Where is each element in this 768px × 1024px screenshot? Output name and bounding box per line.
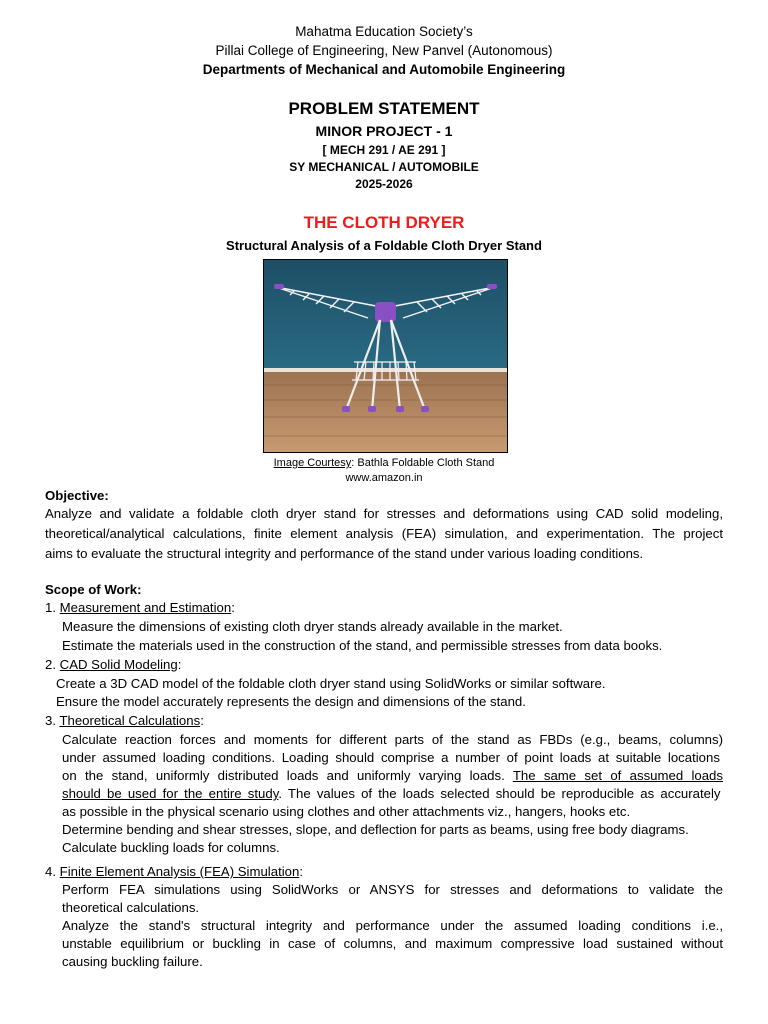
scope-item-2-line: Create a 3D CAD model of the foldable cloth dryer stand using SolidWorks or similar software. [56, 676, 606, 691]
caption-text: : Bathla Foldable Cloth Stand [351, 457, 495, 469]
image-caption [0, 457, 768, 469]
scope-item-3-line: Determine bending and shear stresses, slope, and deflection for parts as beams, using free body diagrams. [62, 822, 689, 837]
scope-item-3-line: Calculate reaction forces and moments for different parts of the stand as FBDs (e.g., beams, columns) [62, 732, 723, 747]
academic-year: 2025-2026 [355, 177, 413, 191]
caption-source: www.amazon.in [345, 472, 423, 484]
scope-item-4-line: theoretical calculations. [62, 900, 200, 915]
scope-item-3-line: Calculate buckling loads for columns. [62, 840, 280, 855]
scope-item-3-body [62, 732, 723, 855]
scope-item-3-line: should be used for the entire study. The values of the loads selected should be reproducible as accurately [62, 786, 721, 801]
department-name: Departments of Mechanical and Automobile Engineering [202, 62, 566, 77]
scope-item-2-title: 2. CAD Solid Modeling: [45, 657, 182, 672]
scope-item-2-line: Ensure the model accurately represents the design and dimensions of the stand. [56, 694, 526, 709]
scope-item-4-line: causing buckling failure. [62, 954, 203, 969]
scope-item-3-title: 3. Theoretical Calculations: [45, 713, 204, 728]
college-name: Pillai College of Engineering, New Panvel (Autonomous) [215, 43, 553, 58]
scope-item-3-line: under assumed loading conditions. Loading should comprise a number of point loads at suitable locations [62, 750, 720, 765]
problem-heading: PROBLEM STATEMENT [288, 99, 480, 118]
class-name: SY MECHANICAL / AUTOMOBILE [289, 160, 479, 174]
topic-title: THE CLOTH DRYER [303, 213, 465, 232]
caption-label: Image Courtesy [273, 457, 352, 469]
scope-item-1-title: 1. Measurement and Estimation: [45, 600, 235, 615]
topic-subtitle: Structural Analysis of a Foldable Cloth Dryer Stand [226, 238, 542, 253]
scope-item-4-line: Analyze the stand's structural integrity and performance under the assumed loading conditions i.e., [62, 918, 723, 933]
scope-item-4-body [62, 882, 723, 969]
course-codes: [ MECH 291 / AE 291 ] [322, 143, 446, 157]
society-name: Mahatma Education Society’s [295, 24, 473, 39]
scope-heading: Scope of Work: [45, 582, 142, 597]
scope-item-3-line: on the stand, uniformly distributed loads and uniformly varying loads. The same set of assumed loads [62, 768, 723, 783]
scope-item-4-line: unstable equilibrium or buckling in case of columns, and maximum compressive load sustained without [62, 936, 723, 951]
objective-line: Analyze and validate a foldable cloth dryer stand for stresses and deformations using CAD solid modeling, [45, 506, 723, 521]
objective-text [45, 506, 723, 561]
scope-item-3-line: as possible in the physical scenario using clothes and other attachments viz., hangers, hooks etc. [62, 804, 631, 819]
scope-item-1-line: Estimate the materials used in the construction of the stand, and permissible stresses from data books. [62, 638, 663, 653]
objective-line: theoretical/analytical calculations, finite element analysis (FEA) simulation, and experimentation. The project [45, 526, 723, 541]
objective-heading: Objective: [45, 488, 109, 503]
scope-item-1-line: Measure the dimensions of existing cloth dryer stands already available in the market. [62, 619, 563, 634]
scope-item-4-title: 4. Finite Element Analysis (FEA) Simulation: [45, 864, 304, 879]
cloth-dryer-image [263, 259, 508, 453]
project-title: MINOR PROJECT - 1 [315, 123, 453, 139]
scope-item-4-line: Perform FEA simulations using SolidWorks or ANSYS for stresses and deformations to validate the [62, 882, 723, 897]
objective-line: aims to evaluate the structural integrity and performance of the stand under various loading conditions. [45, 546, 644, 561]
